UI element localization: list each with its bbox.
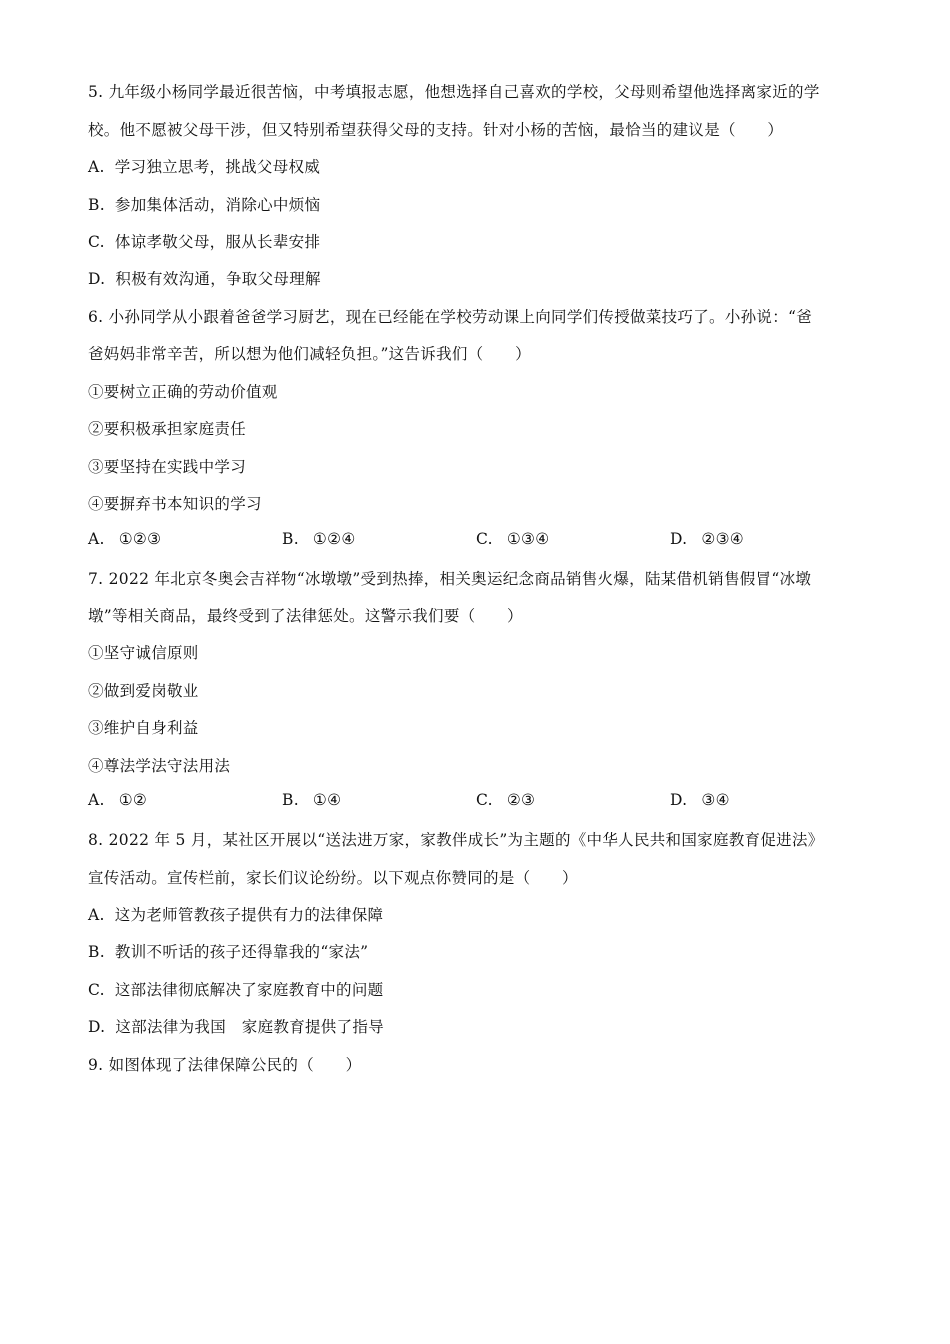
q5-stem-line2: 校。他不愿被父母干涉，但又特别希望获得父母的支持。针对小杨的苦恼，最恰当的建议是（ ） [88,121,784,139]
q6-statement-4: ④要摒弃书本知识的学习 [88,495,262,513]
option-letter: C. [88,233,105,251]
q7-statement-1: ①坚守诚信原则 [88,644,199,662]
option-text: 积极有效沟通，争取父母理解 [115,270,321,288]
q6-option-a [88,530,161,548]
q7-statement-2: ②做到爱岗敬业 [88,682,199,700]
option-text: 体谅孝敬父母，服从长辈安排 [114,233,321,251]
option-text: 这部法律彻底解决了家庭教育中的问题 [114,981,384,999]
option-letter: C. [476,791,493,809]
option-text: 这为老师管教孩子提供有力的法律保障 [114,906,384,924]
option-letter: A. [88,530,105,548]
option-text: ①③④ [506,530,550,548]
option-text: 学习独立思考，挑战父母权威 [114,158,321,176]
option-letter: B. [282,791,299,809]
option-letter: A. [88,158,105,176]
option-text: 这部法律为我国 家庭教育提供了指导 [115,1018,385,1036]
q6-stem-line2: 爸妈妈非常辛苦，所以想为他们减轻负担。”这告诉我们（ ） [88,345,531,363]
q7-statement-3: ③维护自身利益 [88,719,199,737]
q6-stem-line1: 6. 小孙同学从小跟着爸爸学习厨艺，现在已经能在学校劳动课上向同学们传授做菜技巧了。小孙说：“爸 [88,308,813,326]
q6-option-c [476,530,549,548]
q5-option-a [88,155,320,177]
q6-statement-1: ①要树立正确的劳动价值观 [88,383,278,401]
q8-option-c [88,978,383,1000]
option-text: ①④ [312,791,342,809]
option-text: ②③④ [701,530,744,548]
q7-statement-4: ④尊法学法守法用法 [88,757,231,775]
option-letter: D. [670,791,688,809]
option-letter: B. [88,943,105,961]
option-letter: C. [476,530,493,548]
option-text: 教训不听话的孩子还得靠我的“家法” [114,943,369,961]
option-letter: A. [88,791,105,809]
q6-statement-2: ②要积极承担家庭责任 [88,420,247,438]
q5-option-d [88,267,321,289]
option-text: ①② [118,791,148,809]
option-letter: D. [88,270,106,288]
option-letter: B. [88,196,105,214]
option-letter: D. [88,1018,106,1036]
q8-stem-line2: 宣传活动。宣传栏前，家长们议论纷纷。以下观点你赞同的是（ ） [88,869,578,887]
option-text: ①②④ [312,530,356,548]
option-letter: B. [282,530,299,548]
option-letter: C. [88,981,105,999]
q7-option-d [670,791,730,809]
q8-option-d [88,1015,384,1037]
q9-stem-line1: 9. 如图体现了法律保障公民的（ ） [88,1056,362,1074]
q6-option-d [670,530,744,548]
q8-option-a [88,903,383,925]
q7-stem-line2: 墩”等相关商品，最终受到了法律惩处。这警示我们要（ ） [88,607,523,625]
q7-option-a [88,791,147,809]
q6-statement-3: ③要坚持在实践中学习 [88,458,247,476]
q6-option-b [282,530,356,548]
q7-option-b [282,791,341,809]
option-letter: D. [670,530,688,548]
option-text: ③④ [701,791,730,809]
q8-stem-line1: 8. 2022 年 5 月，某社区开展以“送法进万家，家教伴成长”为主题的《中华人民共和国家庭教育促进法》 [88,831,824,849]
q7-option-c [476,791,535,809]
q5-option-c [88,230,320,252]
option-text: ②③ [506,791,536,809]
option-letter: A. [88,906,105,924]
option-text: ①②③ [118,530,162,548]
q5-option-b [88,193,320,215]
q7-stem-line1: 7. 2022 年北京冬奥会吉祥物“冰墩墩”受到热捧，相关奥运纪念商品销售火爆，陆某借机销售假冒“冰墩 [88,570,812,588]
q8-option-b [88,940,368,962]
option-text: 参加集体活动，消除心中烦恼 [114,196,321,214]
q5-stem-line1: 5. 九年级小杨同学最近很苦恼，中考填报志愿，他想选择自己喜欢的学校，父母则希望他选择离家近的学 [88,83,820,101]
